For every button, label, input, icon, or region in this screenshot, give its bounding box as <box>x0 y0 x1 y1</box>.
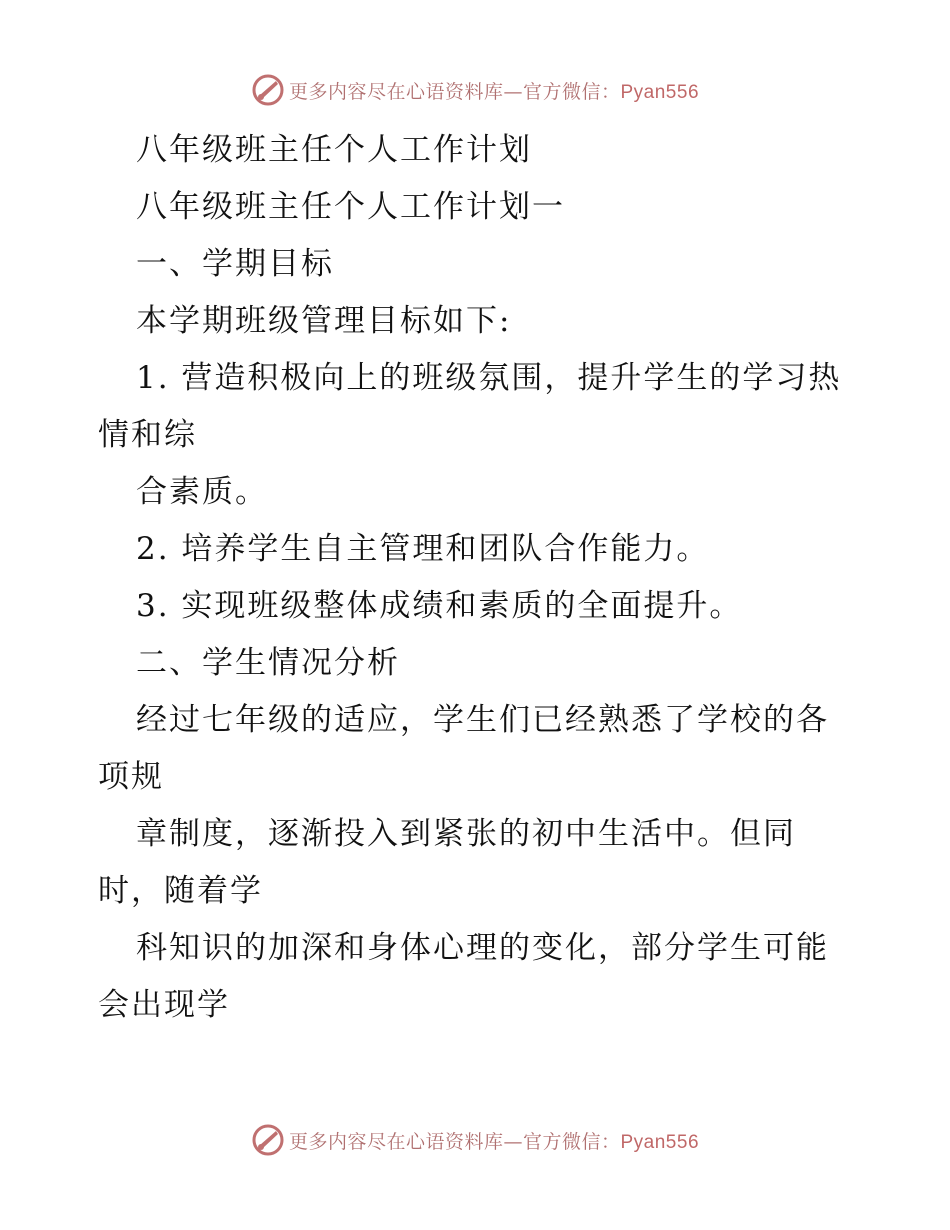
section-heading-2: 二、学生情况分析 <box>136 645 400 681</box>
paragraph-line: 情和综 <box>98 417 197 453</box>
watermark-text <box>289 1127 699 1154</box>
section-heading-1: 一、学期目标 <box>136 246 334 282</box>
list-item-3: 3. 实现班级整体成绩和素质的全面提升。 <box>136 588 743 624</box>
paragraph-line: 本学期班级管理目标如下: <box>136 303 512 339</box>
list-item-1: 1. 营造积极向上的班级氛围，提升学生的学习热 <box>136 360 842 396</box>
doc-subtitle: 八年级班主任个人工作计划一 <box>136 189 565 225</box>
watermark-brand: Pyan556 <box>620 81 700 103</box>
paragraph-line: 会出现学 <box>98 987 230 1023</box>
doc-title: 八年级班主任个人工作计划 <box>136 132 532 168</box>
paragraph-line: 章制度，逐渐投入到紧张的初中生活中。但同 <box>136 816 796 852</box>
watermark-prefix: 更多内容尽在心语资料库—官方微信： <box>288 1130 621 1153</box>
watermark-text <box>289 77 699 104</box>
paragraph-line: 时，随着学 <box>98 873 263 909</box>
paragraph-line: 科知识的加深和身体心理的变化，部分学生可能 <box>136 930 829 966</box>
document-body <box>98 122 858 1034</box>
brand-logo-icon <box>251 73 285 107</box>
brand-logo-icon <box>251 1123 285 1157</box>
header-watermark <box>0 70 950 110</box>
watermark-prefix: 更多内容尽在心语资料库—官方微信： <box>288 80 621 103</box>
paragraph-line: 项规 <box>98 759 164 795</box>
list-item-2: 2. 培养学生自主管理和团队合作能力。 <box>136 531 710 567</box>
paragraph-line: 经过七年级的适应，学生们已经熟悉了学校的各 <box>136 702 829 738</box>
footer-watermark <box>0 1120 950 1160</box>
watermark-brand: Pyan556 <box>620 1131 700 1153</box>
paragraph-line: 合素质。 <box>136 474 268 510</box>
